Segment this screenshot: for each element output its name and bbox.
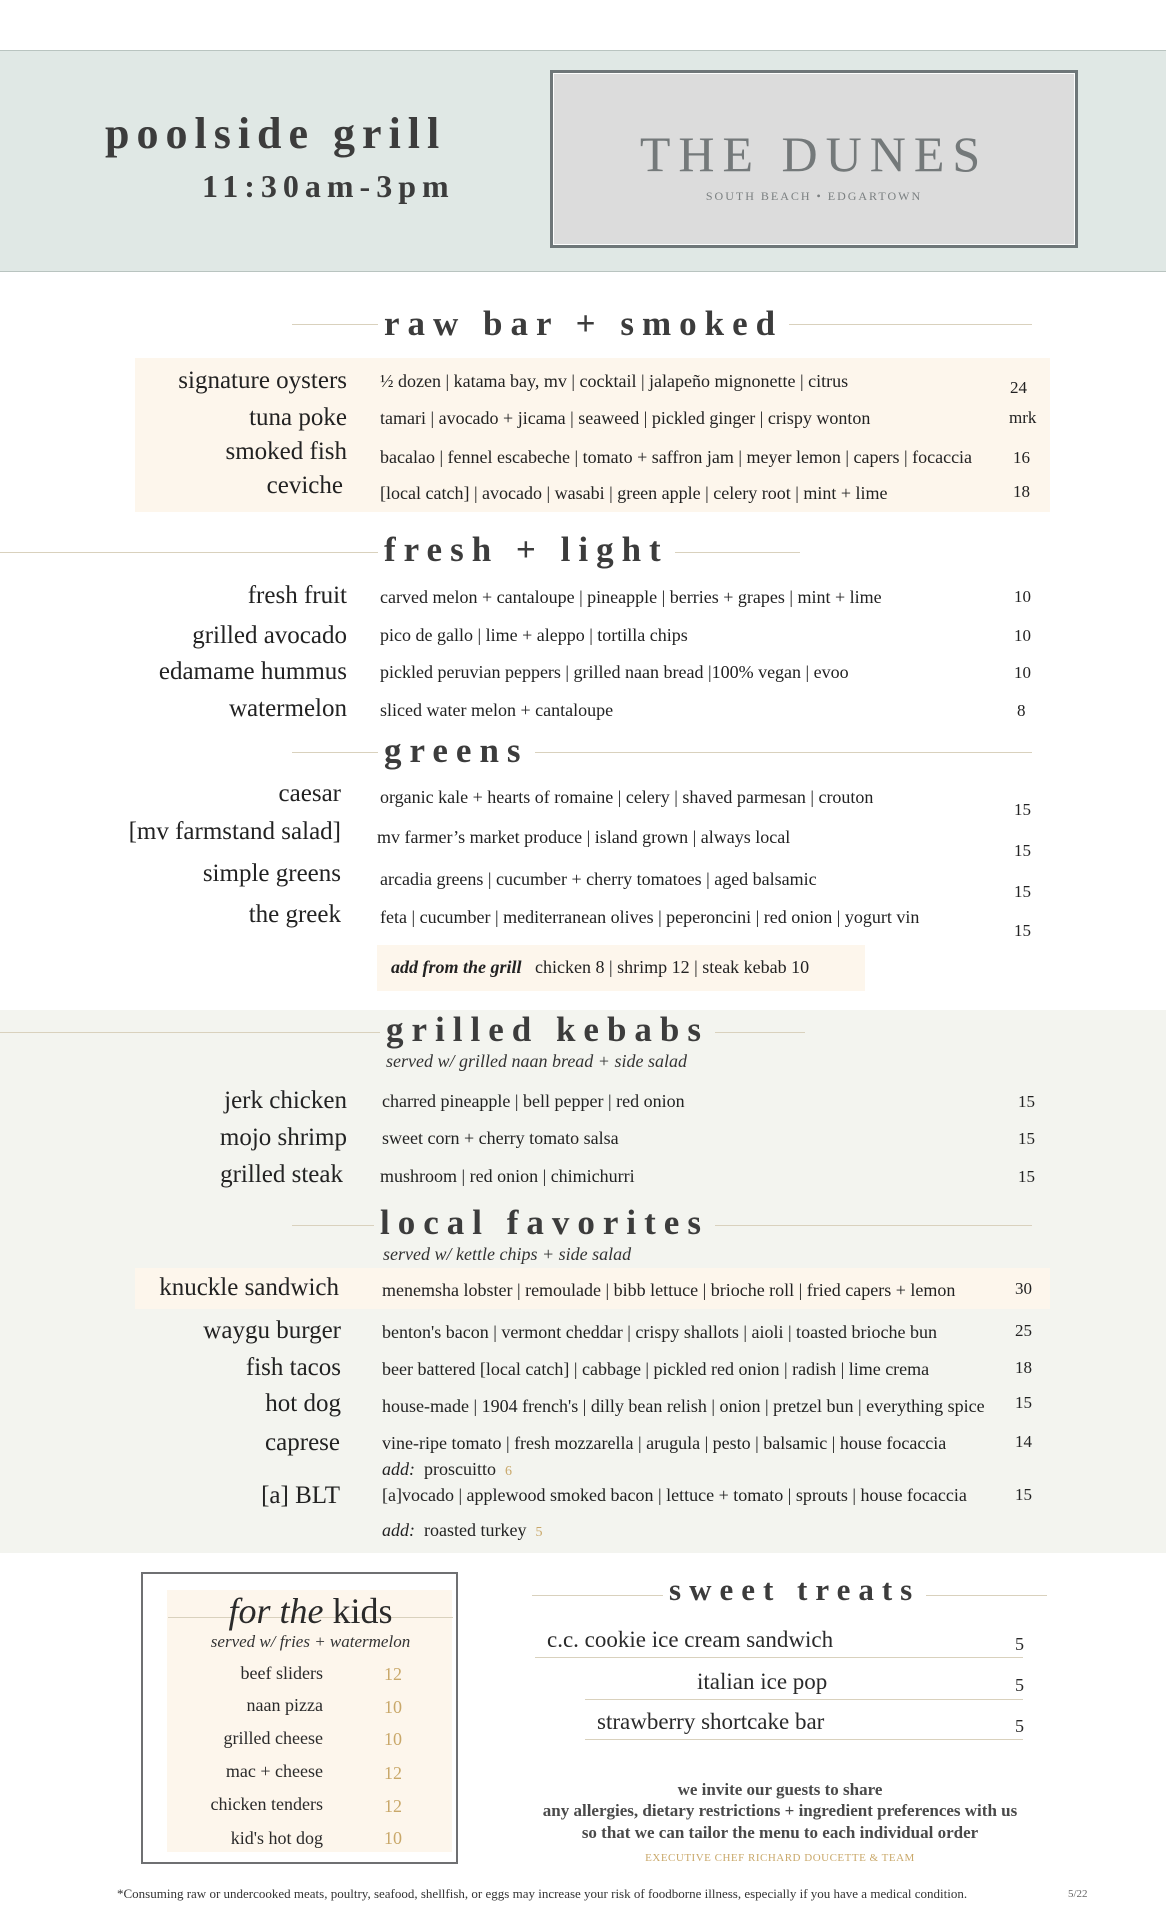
menu-item-name: fish tacos <box>245 1354 341 1381</box>
add-on-price: 6 <box>505 1464 512 1479</box>
kids-title-italic: for the <box>228 1591 324 1631</box>
menu-item-price: 10 <box>1014 587 1031 606</box>
add-from-grill-line <box>391 957 809 978</box>
menu-item-price: 14 <box>1015 1432 1032 1451</box>
menu-item-name: waygu burger <box>203 1317 341 1344</box>
menu-item-desc: mushroom | red onion | chimichurri <box>380 1166 635 1186</box>
add-on-label: add: <box>382 1459 415 1479</box>
allergy-notice-line: so that we can tailor the menu to each individual order <box>581 1823 979 1842</box>
kids-item-price: 12 <box>384 1664 402 1684</box>
menu-item-name: smoked fish <box>225 438 347 465</box>
add-on-item: roasted turkey <box>424 1520 527 1540</box>
allergy-notice-line: any allergies, dietary restrictions + ingredient preferences with us <box>542 1801 1018 1820</box>
menu-item-desc: benton's bacon | vermont cheddar | crispy shallots | aioli | toasted brioche bun <box>382 1322 938 1342</box>
menu-item-name: simple greens <box>202 860 341 887</box>
menu-item-name: knuckle sandwich <box>159 1274 339 1301</box>
menu-item-price: 18 <box>1015 1358 1032 1377</box>
page-title: poolside grill <box>105 109 447 158</box>
menu-item-name: grilled steak <box>220 1161 343 1188</box>
menu-item-desc: beer battered [local catch] | cabbage | pickled red onion | radish | lime crema <box>382 1359 930 1379</box>
sweet-item-price: 5 <box>1015 1716 1024 1736</box>
menu-item-price: 30 <box>1015 1279 1032 1298</box>
menu-item-price: 10 <box>1014 626 1031 645</box>
menu-item-desc: ½ dozen | katama bay, mv | cocktail | jalapeño mignonette | citrus <box>380 371 849 391</box>
menu-item-name: ceviche <box>266 472 343 499</box>
logo-name: THE DUNES <box>639 126 989 182</box>
menu-item-desc: menemsha lobster | remoulade | bibb lettuce | brioche roll | fried capers + lemon <box>382 1280 956 1300</box>
menu-item-name: jerk chicken <box>224 1087 347 1114</box>
service-hours: 11:30am-3pm <box>202 168 455 204</box>
menu-item-price: 15 <box>1014 882 1031 901</box>
item-underline <box>585 1699 1023 1700</box>
menu-item-name: [a] BLT <box>261 1482 340 1509</box>
menu-item-name: hot dog <box>265 1390 341 1417</box>
kids-item-name: kid's hot dog <box>230 1828 323 1848</box>
menu-item-price: 15 <box>1014 921 1031 940</box>
add-from-grill-items: chicken 8 | shrimp 12 | steak kebab 10 <box>535 957 810 977</box>
menu-item-price: 8 <box>1017 701 1026 720</box>
menu-item-desc: pickled peruvian peppers | grilled naan bread |100% vegan | evoo <box>380 662 849 682</box>
kids-item-price: 10 <box>384 1729 402 1749</box>
add-from-grill-label: add from the grill <box>391 957 522 977</box>
menu-item-price: 24 <box>1010 378 1027 397</box>
menu-item-desc: tamari | avocado + jicama | seaweed | pickled ginger | crispy wonton <box>380 408 871 428</box>
menu-item-desc: arcadia greens | cucumber + cherry tomatoes | aged balsamic <box>380 869 817 889</box>
section-subtitle: served w/ kettle chips + side salad <box>383 1244 632 1264</box>
menu-item-name: caprese <box>265 1429 340 1456</box>
menu-item-name: watermelon <box>228 695 347 722</box>
menu-item-desc: [a]vocado | applewood smoked bacon | lettuce + tomato | sprouts | house focaccia <box>382 1485 967 1505</box>
menu-item-price: mrk <box>1009 408 1037 427</box>
restaurant-logo <box>550 70 1078 248</box>
menu-item-price: 18 <box>1013 482 1030 501</box>
menu-item-name: tuna poke <box>249 404 347 431</box>
kids-item-name: mac + cheese <box>225 1761 323 1781</box>
menu-item-name: [mv farmstand salad] <box>128 818 341 845</box>
menu-item-price: 15 <box>1018 1167 1035 1186</box>
section-subtitle: served w/ grilled naan bread + side salad <box>386 1051 687 1071</box>
blt-add-on <box>382 1520 542 1541</box>
menu-item-name: the greek <box>248 901 341 928</box>
menu-item-desc: feta | cucumber | mediterranean olives | peperoncini | red onion | yogurt vin <box>380 907 920 927</box>
menu-item-name: signature oysters <box>178 367 347 394</box>
add-on-item: proscuitto <box>424 1459 496 1479</box>
sweet-item-name: c.c. cookie ice cream sandwich <box>547 1627 839 1653</box>
item-underline <box>585 1739 1023 1740</box>
chef-credit: EXECUTIVE CHEF RICHARD DOUCETTE & TEAM <box>645 1852 915 1864</box>
menu-item-price: 15 <box>1018 1092 1035 1111</box>
food-safety-disclaimer: *Consuming raw or undercooked meats, poultry, seafood, shellfish, or eggs may increase your risk of foodborne illness, especially if you have a medical condition. <box>117 1886 968 1901</box>
menu-item-price: 10 <box>1014 663 1031 682</box>
menu-item-desc: [local catch] | avocado | wasabi | green apple | celery root | mint + lime <box>380 483 888 503</box>
menu-item-price: 15 <box>1014 800 1031 819</box>
menu-item-name: edamame hummus <box>158 658 347 685</box>
menu-item-desc: mv farmer’s market produce | island grown | always local <box>377 827 791 847</box>
section-title-fresh-light: fresh + light <box>378 530 675 570</box>
menu-item-desc: vine-ripe tomato | fresh mozzarella | arugula | pesto | balsamic | house focaccia <box>382 1433 947 1453</box>
item-underline <box>535 1657 1023 1658</box>
kids-item-name: chicken tenders <box>210 1794 323 1814</box>
kids-item-name: grilled cheese <box>223 1728 323 1748</box>
sweet-item-price: 5 <box>1015 1675 1024 1695</box>
allergy-notice-line: we invite our guests to share <box>677 1780 883 1799</box>
menu-item-desc: sweet corn + cherry tomato salsa <box>382 1128 619 1148</box>
sweet-item-name: italian ice pop <box>697 1669 833 1695</box>
kids-subtitle: served w/ fries + watermelon <box>210 1632 411 1651</box>
caprese-add-on <box>382 1459 512 1480</box>
kids-item-price: 10 <box>384 1697 402 1717</box>
menu-item-desc: charred pineapple | bell pepper | red onion <box>382 1091 685 1111</box>
kids-item-price: 12 <box>384 1763 402 1783</box>
kids-item-price: 10 <box>384 1828 402 1848</box>
menu-item-name: fresh fruit <box>247 582 347 609</box>
menu-item-price: 15 <box>1018 1129 1035 1148</box>
menu-item-desc: house-made | 1904 french's | dilly bean relish | onion | pretzel bun | everything spice <box>382 1396 985 1416</box>
menu-item-desc: organic kale + hearts of romaine | celery | shaved parmesan | crouton <box>380 787 874 807</box>
menu-item-price: 25 <box>1015 1321 1032 1340</box>
menu-item-price: 15 <box>1014 841 1031 860</box>
menu-item-name: caesar <box>278 780 341 807</box>
kids-item-name: beef sliders <box>240 1663 323 1683</box>
menu-item-desc: bacalao | fennel escabeche | tomato + saffron jam | meyer lemon | capers | focaccia <box>380 447 973 467</box>
kids-item-name: naan pizza <box>246 1695 323 1715</box>
menu-date: 5/22 <box>1068 1888 1088 1900</box>
sweet-item-price: 5 <box>1015 1634 1024 1654</box>
kids-title-plain: kids <box>332 1591 393 1631</box>
menu-item-price: 15 <box>1015 1485 1032 1504</box>
menu-item-price: 16 <box>1013 448 1030 467</box>
menu-item-name: mojo shrimp <box>219 1124 347 1151</box>
menu-item-desc: pico de gallo | lime + aleppo | tortilla chips <box>380 625 688 645</box>
logo-subtitle: SOUTH BEACH • EDGARTOWN <box>705 189 923 203</box>
section-title-local-favorites: local favorites <box>374 1203 715 1243</box>
add-on-price: 5 <box>535 1525 543 1540</box>
section-title-raw-bar: raw bar + smoked <box>378 304 789 344</box>
kids-title <box>168 1590 453 1632</box>
menu-item-desc: carved melon + cantaloupe | pineapple | berries + grapes | mint + lime <box>380 587 882 607</box>
sweet-item-name: strawberry shortcake bar <box>597 1709 830 1735</box>
section-title-greens: greens <box>378 731 535 771</box>
add-on-label: add: <box>382 1520 415 1540</box>
section-title-kebabs: grilled kebabs <box>380 1010 715 1050</box>
kids-item-price: 12 <box>384 1796 402 1816</box>
menu-item-price: 15 <box>1015 1393 1032 1412</box>
section-title-sweet-treats: sweet treats <box>663 1572 926 1608</box>
menu-item-desc: sliced water melon + cantaloupe <box>380 700 614 720</box>
menu-item-name: grilled avocado <box>192 622 347 649</box>
